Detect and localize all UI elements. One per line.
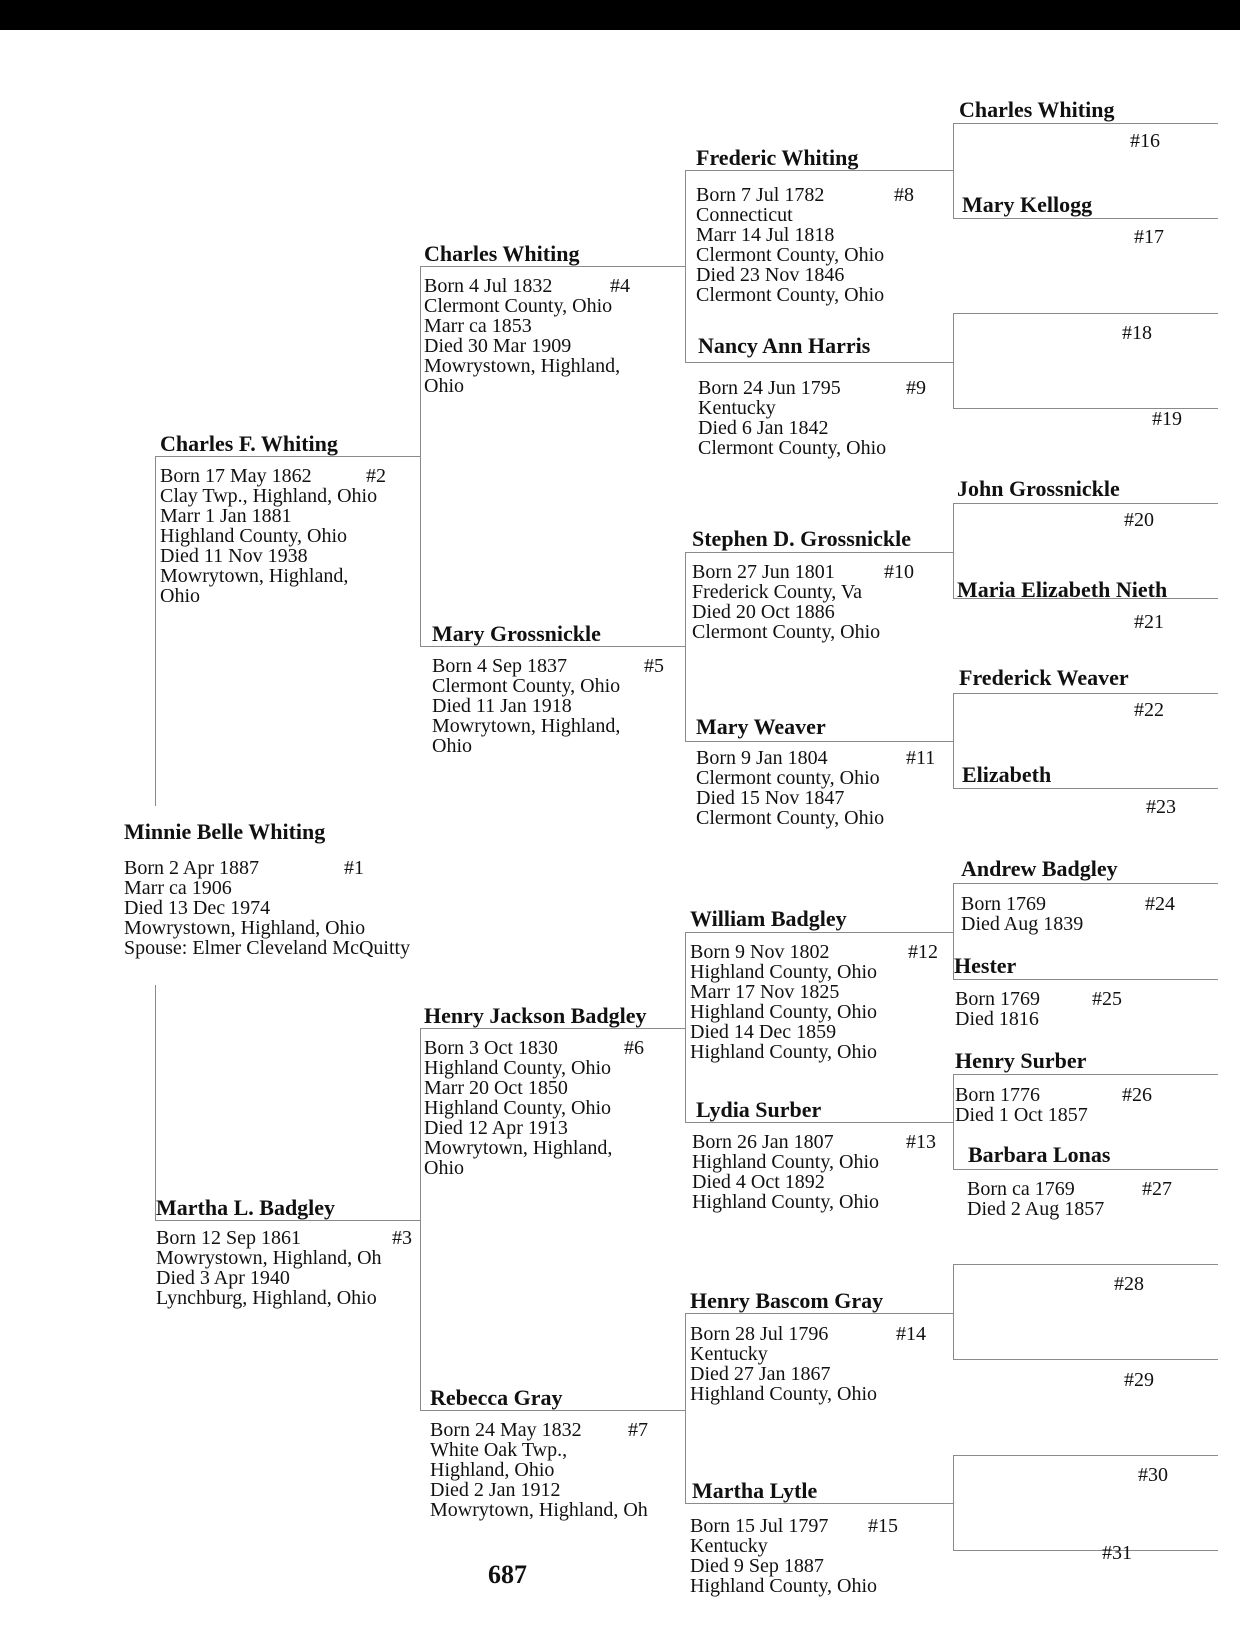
person-1-details: Born 2 Apr 1887 Marr ca 1906 Died 13 Dec 1974 Mowrystown, Highland, Ohio Spouse: Elmer Cleveland McQuitty bbox=[124, 857, 411, 959]
line-p13 bbox=[685, 1122, 953, 1123]
line-p8 bbox=[685, 170, 953, 171]
line-p24 bbox=[953, 883, 1218, 884]
person-9-number: #9 bbox=[906, 377, 926, 399]
line-p25 bbox=[953, 979, 1218, 980]
person-4-number: #4 bbox=[610, 275, 630, 297]
person-16-number: #16 bbox=[1130, 130, 1160, 152]
line-p14 bbox=[685, 1313, 953, 1314]
person-25-number: #25 bbox=[1092, 988, 1122, 1010]
person-5-number: #5 bbox=[644, 655, 664, 677]
line-p1-to-p2 bbox=[155, 456, 156, 806]
person-1-name: Minnie Belle Whiting bbox=[124, 819, 326, 844]
bracket-p10 bbox=[953, 503, 954, 598]
person-6-details: Born 3 Oct 1830 Highland County, Ohio Marr 20 Oct 1850 Highland County, Ohio Died 12 Apr 1913 Mowrytown, Highland, Ohio bbox=[424, 1037, 613, 1179]
person-7-number: #7 bbox=[628, 1419, 648, 1441]
person-20-name: John Grossnickle bbox=[957, 476, 1120, 501]
person-12-number: #12 bbox=[908, 941, 938, 963]
line-p20 bbox=[953, 503, 1218, 504]
person-4-details: Born 4 Jul 1832 Clermont County, Ohio Marr ca 1853 Died 30 Mar 1909 Mowrystown, Highland, Ohio bbox=[424, 275, 621, 397]
line-p27 bbox=[953, 1169, 1218, 1170]
person-10-details: Born 27 Jun 1801 Frederick County, Va Died 20 Oct 1886 Clermont County, Ohio bbox=[692, 561, 881, 643]
person-24-name: Andrew Badgley bbox=[961, 856, 1118, 881]
line-p11 bbox=[685, 741, 953, 742]
person-27-name: Barbara Lonas bbox=[968, 1142, 1111, 1167]
person-18-number: #18 bbox=[1122, 322, 1152, 344]
line-p3 bbox=[155, 1220, 420, 1221]
person-26-details: Born 1776 Died 1 Oct 1857 bbox=[955, 1084, 1088, 1126]
person-26-number: #26 bbox=[1122, 1084, 1152, 1106]
person-22-name: Frederick Weaver bbox=[959, 665, 1129, 690]
person-15-details: Born 15 Jul 1797 Kentucky Died 9 Sep 1887 Highland County, Ohio bbox=[690, 1515, 878, 1597]
bracket-p7 bbox=[685, 1313, 686, 1503]
line-p17 bbox=[953, 218, 1218, 219]
person-28-number: #28 bbox=[1114, 1273, 1144, 1295]
bracket-p3 bbox=[420, 1028, 421, 1410]
person-3-number: #3 bbox=[392, 1227, 412, 1249]
person-11-number: #11 bbox=[906, 747, 936, 769]
person-8-details: Born 7 Jul 1782 Connecticut Marr 14 Jul 1818 Clermont County, Ohio Died 23 Nov 1846 Clermont County, Ohio bbox=[696, 184, 885, 306]
line-p28 bbox=[953, 1264, 1218, 1265]
person-12-name: William Badgley bbox=[690, 906, 847, 931]
person-26-name: Henry Surber bbox=[955, 1048, 1087, 1073]
person-7-details: Born 24 May 1832 White Oak Twp., Highland, Ohio Died 2 Jan 1912 Mowrytown, Highland, Oh bbox=[430, 1419, 648, 1521]
line-p31 bbox=[953, 1550, 1218, 1551]
bracket-p11 bbox=[953, 693, 954, 788]
person-9-details: Born 24 Jun 1795 Kentucky Died 6 Jan 1842 Clermont County, Ohio bbox=[698, 377, 887, 459]
person-10-number: #10 bbox=[884, 561, 914, 583]
line-p10 bbox=[685, 552, 953, 553]
page-number: 687 bbox=[488, 1560, 527, 1589]
person-27-details: Born ca 1769 Died 2 Aug 1857 bbox=[967, 1178, 1105, 1220]
person-30-number: #30 bbox=[1138, 1464, 1168, 1486]
line-p30 bbox=[953, 1455, 1218, 1456]
person-8-name: Frederic Whiting bbox=[696, 145, 859, 170]
bracket-p9 bbox=[953, 313, 954, 408]
line-p29 bbox=[953, 1359, 1218, 1360]
person-31-number: #31 bbox=[1102, 1542, 1132, 1564]
bracket-p6 bbox=[685, 932, 686, 1122]
person-1-number: #1 bbox=[344, 857, 364, 879]
line-p15 bbox=[685, 1503, 953, 1504]
person-2-name: Charles F. Whiting bbox=[160, 431, 338, 456]
person-25-name: Hester bbox=[954, 953, 1017, 978]
person-7-name: Rebecca Gray bbox=[430, 1385, 563, 1410]
person-25-details: Born 1769 Died 1816 bbox=[955, 988, 1040, 1030]
line-p26 bbox=[953, 1074, 1218, 1075]
person-23-name: Elizabeth bbox=[962, 762, 1052, 787]
person-15-number: #15 bbox=[868, 1515, 898, 1537]
person-17-name: Mary Kellogg bbox=[962, 192, 1093, 217]
person-27-number: #27 bbox=[1142, 1178, 1172, 1200]
line-p18 bbox=[953, 313, 1218, 314]
person-23-number: #23 bbox=[1146, 796, 1176, 818]
person-9-name: Nancy Ann Harris bbox=[698, 333, 871, 358]
person-13-number: #13 bbox=[906, 1131, 936, 1153]
person-2-number: #2 bbox=[366, 465, 386, 487]
line-p23 bbox=[953, 788, 1218, 789]
person-11-details: Born 9 Jan 1804 Clermont county, Ohio Died 15 Nov 1847 Clermont County, Ohio bbox=[696, 747, 885, 829]
person-21-name: Maria Elizabeth Nieth bbox=[957, 577, 1168, 602]
line-p12 bbox=[685, 932, 953, 933]
line-p7 bbox=[420, 1410, 685, 1411]
line-p4 bbox=[420, 266, 685, 267]
line-p16 bbox=[953, 123, 1218, 124]
person-24-number: #24 bbox=[1145, 893, 1175, 915]
line-p2 bbox=[155, 456, 420, 457]
line-p5 bbox=[420, 646, 685, 647]
scan-top-border bbox=[0, 0, 1240, 30]
bracket-p5 bbox=[685, 552, 686, 741]
line-p6 bbox=[420, 1028, 685, 1029]
person-22-number: #22 bbox=[1134, 699, 1164, 721]
person-16-name: Charles Whiting bbox=[959, 97, 1115, 122]
bracket-p15 bbox=[953, 1455, 954, 1550]
person-17-number: #17 bbox=[1134, 226, 1164, 248]
person-21-number: #21 bbox=[1134, 611, 1164, 633]
person-13-details: Born 26 Jan 1807 Highland County, Ohio Died 4 Oct 1892 Highland County, Ohio bbox=[692, 1131, 880, 1213]
person-6-number: #6 bbox=[624, 1037, 644, 1059]
person-2-details: Born 17 May 1862 Clay Twp., Highland, Ohio Marr 1 Jan 1881 Highland County, Ohio Died 11 Nov 1938 Mowrytown, Highland, Ohio bbox=[160, 465, 378, 607]
bracket-p14 bbox=[953, 1264, 954, 1359]
person-14-number: #14 bbox=[896, 1323, 926, 1345]
line-p1-to-p3 bbox=[155, 985, 156, 1220]
person-5-name: Mary Grossnickle bbox=[432, 621, 601, 646]
bracket-p8 bbox=[953, 123, 954, 218]
person-14-name: Henry Bascom Gray bbox=[690, 1288, 884, 1313]
person-4-name: Charles Whiting bbox=[424, 241, 580, 266]
person-6-name: Henry Jackson Badgley bbox=[424, 1003, 647, 1028]
person-15-name: Martha Lytle bbox=[692, 1478, 818, 1503]
person-12-details: Born 9 Nov 1802 Highland County, Ohio Marr 17 Nov 1825 Highland County, Ohio Died 14 Dec 1859 Highland County, Ohio bbox=[690, 941, 878, 1063]
line-p22 bbox=[953, 693, 1218, 694]
person-14-details: Born 28 Jul 1796 Kentucky Died 27 Jan 1867 Highland County, Ohio bbox=[690, 1323, 878, 1405]
person-3-details: Born 12 Sep 1861 Mowrystown, Highland, Oh Died 3 Apr 1940 Lynchburg, Highland, Ohio bbox=[156, 1227, 382, 1309]
person-5-details: Born 4 Sep 1837 Clermont County, Ohio Died 11 Jan 1918 Mowrytown, Highland, Ohio bbox=[432, 655, 621, 757]
person-13-name: Lydia Surber bbox=[696, 1097, 822, 1122]
line-p9 bbox=[685, 362, 953, 363]
person-8-number: #8 bbox=[894, 184, 914, 206]
person-20-number: #20 bbox=[1124, 509, 1154, 531]
bracket-p4 bbox=[685, 170, 686, 362]
person-10-name: Stephen D. Grossnickle bbox=[692, 526, 912, 551]
person-3-name: Martha L. Badgley bbox=[156, 1195, 336, 1220]
bracket-p13 bbox=[953, 1074, 954, 1169]
person-29-number: #29 bbox=[1124, 1369, 1154, 1391]
bracket-p2 bbox=[420, 266, 421, 646]
person-19-number: #19 bbox=[1152, 408, 1182, 430]
person-24-details: Born 1769 Died Aug 1839 bbox=[961, 893, 1084, 935]
person-11-name: Mary Weaver bbox=[696, 714, 826, 739]
